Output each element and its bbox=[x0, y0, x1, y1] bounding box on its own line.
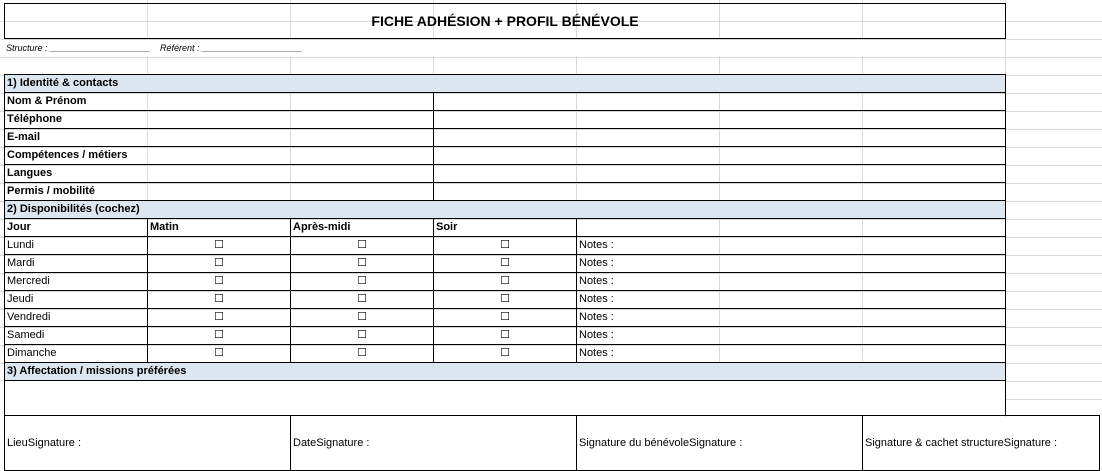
morning-checkbox[interactable]: ☐ bbox=[147, 290, 291, 309]
section-assignment-heading: 3) Affectation / missions préférées bbox=[4, 362, 1006, 381]
identity-value-field[interactable] bbox=[433, 110, 1006, 129]
identity-value-field[interactable] bbox=[433, 164, 1006, 183]
day-label: Vendredi bbox=[4, 308, 148, 327]
section-availability-heading: 2) Disponibilités (cochez) bbox=[4, 200, 1006, 219]
form-title: FICHE ADHÉSION + PROFIL BÉNÉVOLE bbox=[4, 3, 1006, 39]
column-header-evening: Soir bbox=[433, 218, 577, 237]
evening-checkbox[interactable]: ☐ bbox=[433, 308, 577, 327]
evening-checkbox[interactable]: ☐ bbox=[433, 272, 577, 291]
referent-field[interactable]: Référent : ____________________ bbox=[160, 43, 303, 53]
morning-checkbox[interactable]: ☐ bbox=[147, 344, 291, 363]
evening-checkbox[interactable]: ☐ bbox=[433, 254, 577, 273]
evening-checkbox[interactable]: ☐ bbox=[433, 236, 577, 255]
identity-row-label: Compétences / métiers bbox=[4, 146, 434, 165]
notes-field[interactable]: Notes : bbox=[576, 236, 1006, 255]
column-header-morning: Matin bbox=[147, 218, 291, 237]
identity-value-field[interactable] bbox=[433, 128, 1006, 147]
morning-checkbox[interactable]: ☐ bbox=[147, 236, 291, 255]
afternoon-checkbox[interactable]: ☐ bbox=[290, 254, 434, 273]
column-header-day: Jour bbox=[4, 218, 148, 237]
assignment-field[interactable] bbox=[4, 380, 1006, 416]
day-label: Mardi bbox=[4, 254, 148, 273]
day-label: Dimanche bbox=[4, 344, 148, 363]
day-label: Samedi bbox=[4, 326, 148, 345]
notes-field[interactable]: Notes : bbox=[576, 326, 1006, 345]
day-label: Jeudi bbox=[4, 290, 148, 309]
signature-date[interactable]: DateSignature : bbox=[290, 415, 577, 471]
afternoon-checkbox[interactable]: ☐ bbox=[290, 344, 434, 363]
notes-field[interactable]: Notes : bbox=[576, 308, 1006, 327]
notes-field[interactable]: Notes : bbox=[576, 254, 1006, 273]
identity-row-label: Nom & Prénom bbox=[4, 92, 434, 111]
identity-row-label: E-mail bbox=[4, 128, 434, 147]
identity-value-field[interactable] bbox=[433, 92, 1006, 111]
column-header-notes bbox=[576, 218, 1006, 237]
afternoon-checkbox[interactable]: ☐ bbox=[290, 308, 434, 327]
identity-value-field[interactable] bbox=[433, 182, 1006, 201]
notes-field[interactable]: Notes : bbox=[576, 344, 1006, 363]
identity-row-label: Permis / mobilité bbox=[4, 182, 434, 201]
evening-checkbox[interactable]: ☐ bbox=[433, 290, 577, 309]
morning-checkbox[interactable]: ☐ bbox=[147, 308, 291, 327]
day-label: Mercredi bbox=[4, 272, 148, 291]
day-label: Lundi bbox=[4, 236, 148, 255]
afternoon-checkbox[interactable]: ☐ bbox=[290, 290, 434, 309]
afternoon-checkbox[interactable]: ☐ bbox=[290, 326, 434, 345]
morning-checkbox[interactable]: ☐ bbox=[147, 254, 291, 273]
notes-field[interactable]: Notes : bbox=[576, 290, 1006, 309]
afternoon-checkbox[interactable]: ☐ bbox=[290, 272, 434, 291]
identity-row-label: Téléphone bbox=[4, 110, 434, 129]
section-identity-heading: 1) Identité & contacts bbox=[4, 74, 1006, 93]
notes-field[interactable]: Notes : bbox=[576, 272, 1006, 291]
column-header-afternoon: Après-midi bbox=[290, 218, 434, 237]
signature-volunteer[interactable]: Signature du bénévoleSignature : bbox=[576, 415, 863, 471]
evening-checkbox[interactable]: ☐ bbox=[433, 344, 577, 363]
morning-checkbox[interactable]: ☐ bbox=[147, 272, 291, 291]
structure-field[interactable]: Structure : ____________________ bbox=[6, 43, 151, 53]
evening-checkbox[interactable]: ☐ bbox=[433, 326, 577, 345]
identity-value-field[interactable] bbox=[433, 146, 1006, 165]
signature-place[interactable]: LieuSignature : bbox=[4, 415, 291, 471]
identity-row-label: Langues bbox=[4, 164, 434, 183]
afternoon-checkbox[interactable]: ☐ bbox=[290, 236, 434, 255]
signature-structure[interactable]: Signature & cachet structureSignature : bbox=[862, 415, 1100, 471]
morning-checkbox[interactable]: ☐ bbox=[147, 326, 291, 345]
